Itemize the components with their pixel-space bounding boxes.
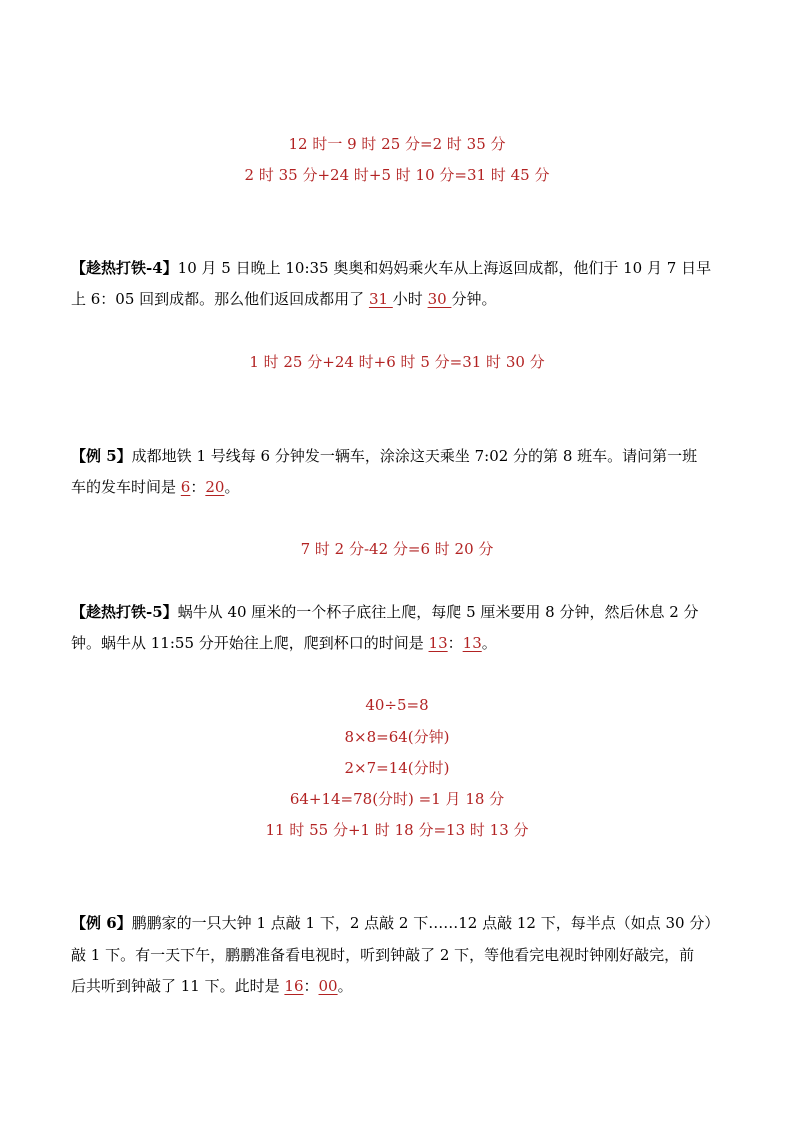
example-6-answer-minute: 00 — [318, 977, 338, 995]
solution-top-line-1: 12 时一 9 时 25 分=2 时 35 分 — [288, 135, 506, 153]
problem-5-solution-line-4: 64+14=78(分时) =1 月 18 分 — [289, 790, 505, 808]
problem-4-text-2a: 上 6：05 回到成都。那么他们返回成都用了 — [71, 290, 369, 308]
example-6-text-1: 鹏鹏家的一只大钟 1 点敲 1 下，2 点敲 2 下……12 点敲 12 下，每半点（如点 30 分） — [131, 914, 720, 932]
example-5-separator: ： — [190, 478, 206, 496]
example-6-line-3 — [71, 976, 353, 996]
problem-5-text-2a: 钟。蜗牛从 11:55 分开始往上爬，爬到杯口的时间是 — [71, 634, 429, 652]
problem-5-solution-line-1: 40÷5=8 — [365, 696, 429, 714]
example-5-line-2 — [71, 477, 239, 497]
example-6-line-2: 敲 1 下。有一天下午，鹏鹏准备看电视时，听到钟敲了 2 下，等他看完电视时钟刚好敲完，前 — [71, 946, 695, 964]
problem-4-text-1: 10 月 5 日晚上 10:35 奥奥和妈妈乘火车从上海返回成都，他们于 10 月 7 日早 — [177, 259, 712, 277]
solution-top-line-2: 2 时 35 分+24 时+5 时 10 分=31 时 45 分 — [244, 166, 550, 184]
problem-4-line-1 — [71, 258, 711, 278]
example-6-label: 【例 6】 — [71, 914, 132, 932]
problem-5-solution-line-2: 8×8=64(分钟) — [344, 728, 450, 746]
example-6-separator: ： — [303, 977, 319, 995]
problem-5-answer-minute: 13 — [462, 634, 482, 652]
example-5-line-1 — [71, 446, 697, 466]
example-6-line-1 — [71, 913, 719, 933]
example-6-text-3a: 后共听到钟敲了 11 下。此时是 — [71, 977, 285, 995]
example-5-text-2c: 。 — [224, 478, 240, 496]
example-5-solution: 7 时 2 分-42 分=6 时 20 分 — [300, 540, 494, 558]
example-6-answer-hour: 16 — [284, 977, 304, 995]
problem-5-label: 【趁热打铁-5】 — [71, 603, 178, 621]
problem-5-solution-line-5: 11 时 55 分+1 时 18 分=13 时 13 分 — [265, 821, 529, 839]
example-5-text-2a: 车的发车时间是 — [71, 478, 181, 496]
example-5-text-1: 成都地铁 1 号线每 6 分钟发一辆车，涂涂这天乘坐 7:02 分的第 8 班车。请问第一班 — [131, 447, 698, 465]
problem-4-answer-hours: 31 — [368, 290, 393, 308]
problem-5-answer-hour: 13 — [428, 634, 448, 652]
example-5-answer-hour: 6 — [180, 478, 191, 496]
problem-4-line-2 — [71, 289, 496, 309]
problem-4-answer-minutes: 30 — [427, 290, 452, 308]
problem-5-line-1 — [71, 602, 699, 622]
problem-5-text-1: 蜗牛从 40 厘米的一个杯子底往上爬，每爬 5 厘米要用 8 分钟，然后休息 2 分 — [177, 603, 699, 621]
problem-4-solution: 1 时 25 分+24 时+6 时 5 分=31 时 30 分 — [249, 353, 545, 371]
example-5-answer-minute: 20 — [205, 478, 225, 496]
problem-5-line-2 — [71, 633, 497, 653]
problem-5-text-2c: 。 — [481, 634, 497, 652]
problem-4-text-2b: 小时 — [392, 290, 428, 308]
problem-4-label: 【趁热打铁-4】 — [71, 259, 178, 277]
problem-5-solution-line-3: 2×7=14(分时) — [344, 759, 450, 777]
problem-5-separator: ： — [447, 634, 463, 652]
example-5-label: 【例 5】 — [71, 447, 132, 465]
problem-4-text-2c: 分钟。 — [451, 290, 497, 308]
example-6-text-3c: 。 — [337, 977, 353, 995]
